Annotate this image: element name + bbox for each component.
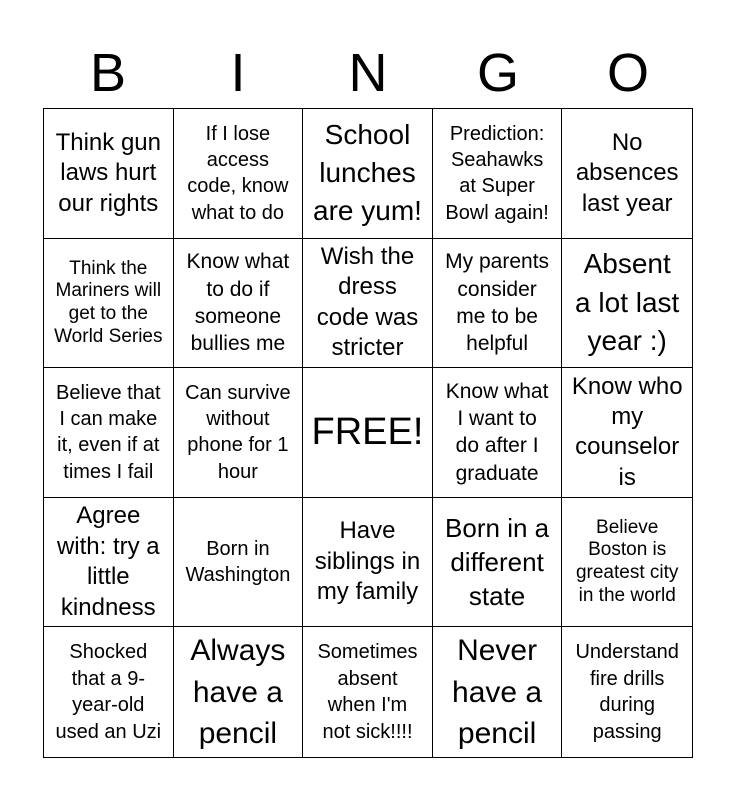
bingo-cell-r3c4[interactable]	[433, 368, 563, 498]
cell-text: Agree with: try a little kindness	[56, 502, 160, 621]
cell-text: Know who my counselor is	[571, 372, 683, 491]
cell-text: No absences last year	[575, 128, 679, 217]
cell-text: Can survive without phone for 1 hour	[185, 381, 291, 483]
bingo-cell-r2c5[interactable]	[562, 239, 692, 369]
cell-text: Have siblings in my family	[314, 517, 421, 606]
cell-text: Think gun laws hurt our rights	[55, 128, 161, 217]
cell-text: Shocked that a 9- year-old used an Uzi	[55, 641, 162, 743]
cell-text: Absent a lot last year :)	[575, 248, 680, 357]
header-letter-g: G	[476, 43, 519, 103]
cell-text: School lunches are yum!	[313, 118, 422, 227]
cell-text: Wish the dress code was stricter	[316, 242, 419, 362]
bingo-cell-r3c1[interactable]	[44, 368, 174, 498]
bingo-cell-r1c2[interactable]	[174, 109, 304, 239]
cell-text: Prediction: Seahawks at Super Bowl again!	[445, 122, 549, 224]
header-letter-n: N	[348, 43, 388, 103]
cell-text: Born in a different state	[445, 512, 550, 612]
bingo-cell-r1c4[interactable]	[433, 109, 563, 239]
bingo-cell-r3c5[interactable]	[562, 368, 692, 498]
cell-text: Know what I want to do after I graduate	[445, 379, 549, 485]
bingo-cell-r3c2[interactable]	[174, 368, 304, 498]
bingo-cell-r5c4[interactable]	[433, 627, 563, 757]
bingo-cell-r2c2[interactable]	[174, 239, 304, 369]
cell-text: Sometimes absent when I'm not sick!!!!	[317, 641, 418, 743]
bingo-cell-r1c1[interactable]	[44, 109, 174, 239]
bingo-cell-r3c3[interactable]	[303, 368, 433, 498]
free-space: FREE!	[311, 410, 424, 453]
bingo-cell-r2c1[interactable]	[44, 239, 174, 369]
bingo-header	[43, 40, 693, 106]
bingo-cell-r2c3[interactable]	[303, 239, 433, 369]
header-letter-o: O	[606, 43, 649, 103]
cell-text: Born in Washington	[185, 537, 291, 587]
cell-text: Never have a pencil	[452, 634, 543, 750]
bingo-cell-r2c4[interactable]	[433, 239, 563, 369]
cell-text: Understand fire drills during passing	[575, 641, 679, 743]
cell-text: Believe Boston is greatest city in the world	[575, 516, 679, 606]
bingo-cell-r1c3[interactable]	[303, 109, 433, 239]
bingo-cell-r4c2[interactable]	[174, 498, 304, 628]
bingo-cell-r4c4[interactable]	[433, 498, 563, 628]
bingo-cell-r5c2[interactable]	[174, 627, 304, 757]
bingo-cell-r4c5[interactable]	[562, 498, 692, 628]
bingo-cell-r5c5[interactable]	[562, 627, 692, 757]
cell-text: Always have a pencil	[190, 634, 286, 750]
cell-text: My parents consider me to be helpful	[445, 250, 550, 356]
cell-text: If I lose access code, know what to do	[187, 122, 289, 224]
bingo-grid	[43, 108, 693, 758]
bingo-cell-r4c1[interactable]	[44, 498, 174, 628]
bingo-cell-r5c1[interactable]	[44, 627, 174, 757]
header-letter-b: B	[89, 43, 127, 103]
header-letter-i: I	[230, 43, 246, 103]
bingo-cell-r1c5[interactable]	[562, 109, 692, 239]
cell-text: Believe that I can make it, even if at times I fail	[56, 381, 161, 483]
cell-text: Think the Mariners will get to the World Series	[54, 257, 163, 347]
bingo-cell-r5c3[interactable]	[303, 627, 433, 757]
bingo-cell-r4c3[interactable]	[303, 498, 433, 628]
cell-text: Know what to do if someone bullies me	[186, 250, 290, 356]
